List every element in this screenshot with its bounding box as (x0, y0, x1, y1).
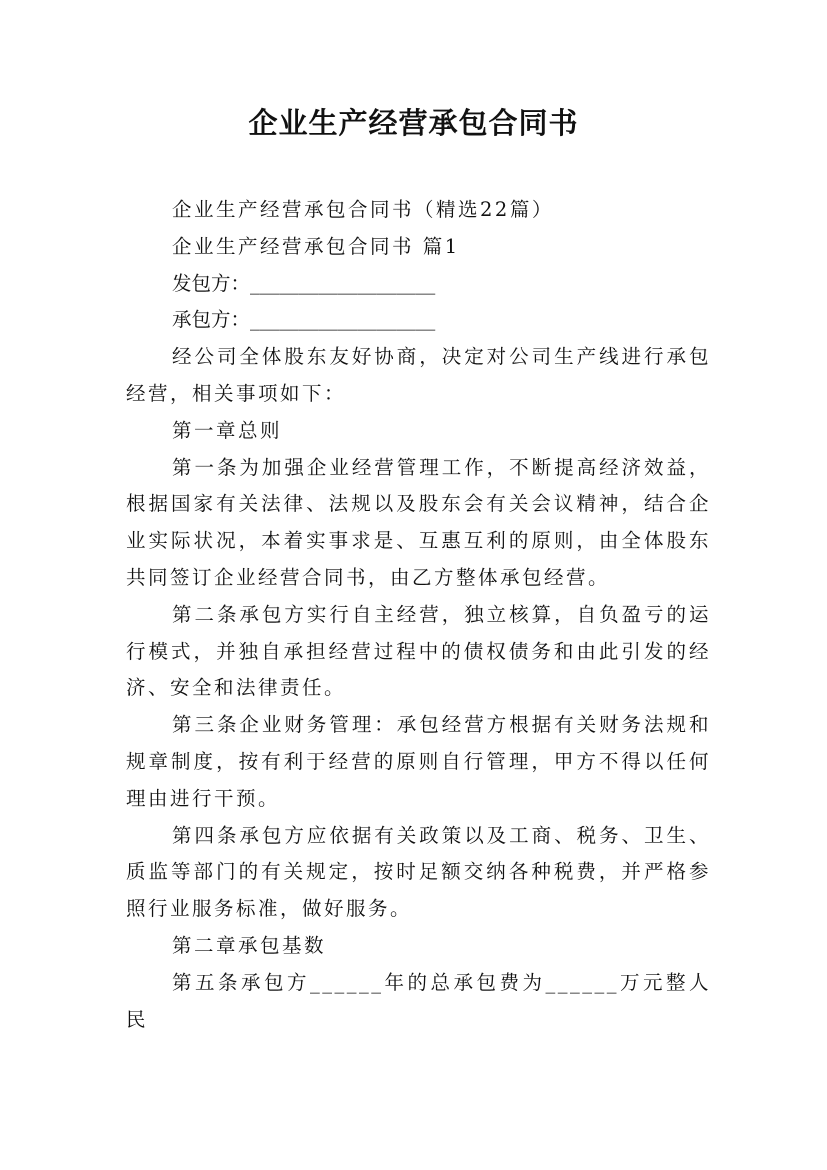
document-body (126, 192, 711, 1038)
paragraph-article-3: 第三条企业财务管理：承包经营方根据有关财务法规和规章制度，按有利于经营的原则自行管理，甲方不得以任何理由进行干预。 (126, 713, 711, 810)
paragraph-intro: 经公司全体股东友好协商，决定对公司生产线进行承包经营，相关事项如下： (126, 345, 711, 405)
paragraph-article-1: 第一条为加强企业经营管理工作，不断提高经济效益，根据国家有关法律、法规以及股东会有关会议精神，结合企业实际状况，本着实事求是、互惠互利的原则，由全体股东共同签订企业经营合同书，由乙方整体承包经营。 (126, 455, 711, 589)
paragraph-contractee-field: 承包方：___________________ (172, 308, 436, 332)
paragraph-section-heading: 企业生产经营承包合同书 篇1 (172, 234, 460, 258)
paragraph-article-2: 第二条承包方实行自主经营，独立核算，自负盈亏的运行模式，并独自承担经营过程中的债权债务和由此引发的经济、安全和法律责任。 (126, 602, 711, 700)
paragraph-article-5: 第五条承包方______年的总承包费为______万元整人民 (126, 970, 711, 1031)
paragraph-chapter-2: 第二章承包基数 (172, 933, 327, 957)
document-title: 企业生产经营承包合同书 (248, 106, 579, 140)
paragraph-contractor-field: 发包方：___________________ (172, 271, 436, 295)
paragraph-article-4: 第四条承包方应依据有关政策以及工商、税务、卫生、质监等部门的有关规定，按时足额交纳各种税费，并严格参照行业服务标准，做好服务。 (126, 823, 711, 921)
paragraph-chapter-1: 第一章总则 (172, 418, 283, 442)
paragraph-subtitle: 企业生产经营承包合同书（精选22篇） (172, 198, 554, 221)
